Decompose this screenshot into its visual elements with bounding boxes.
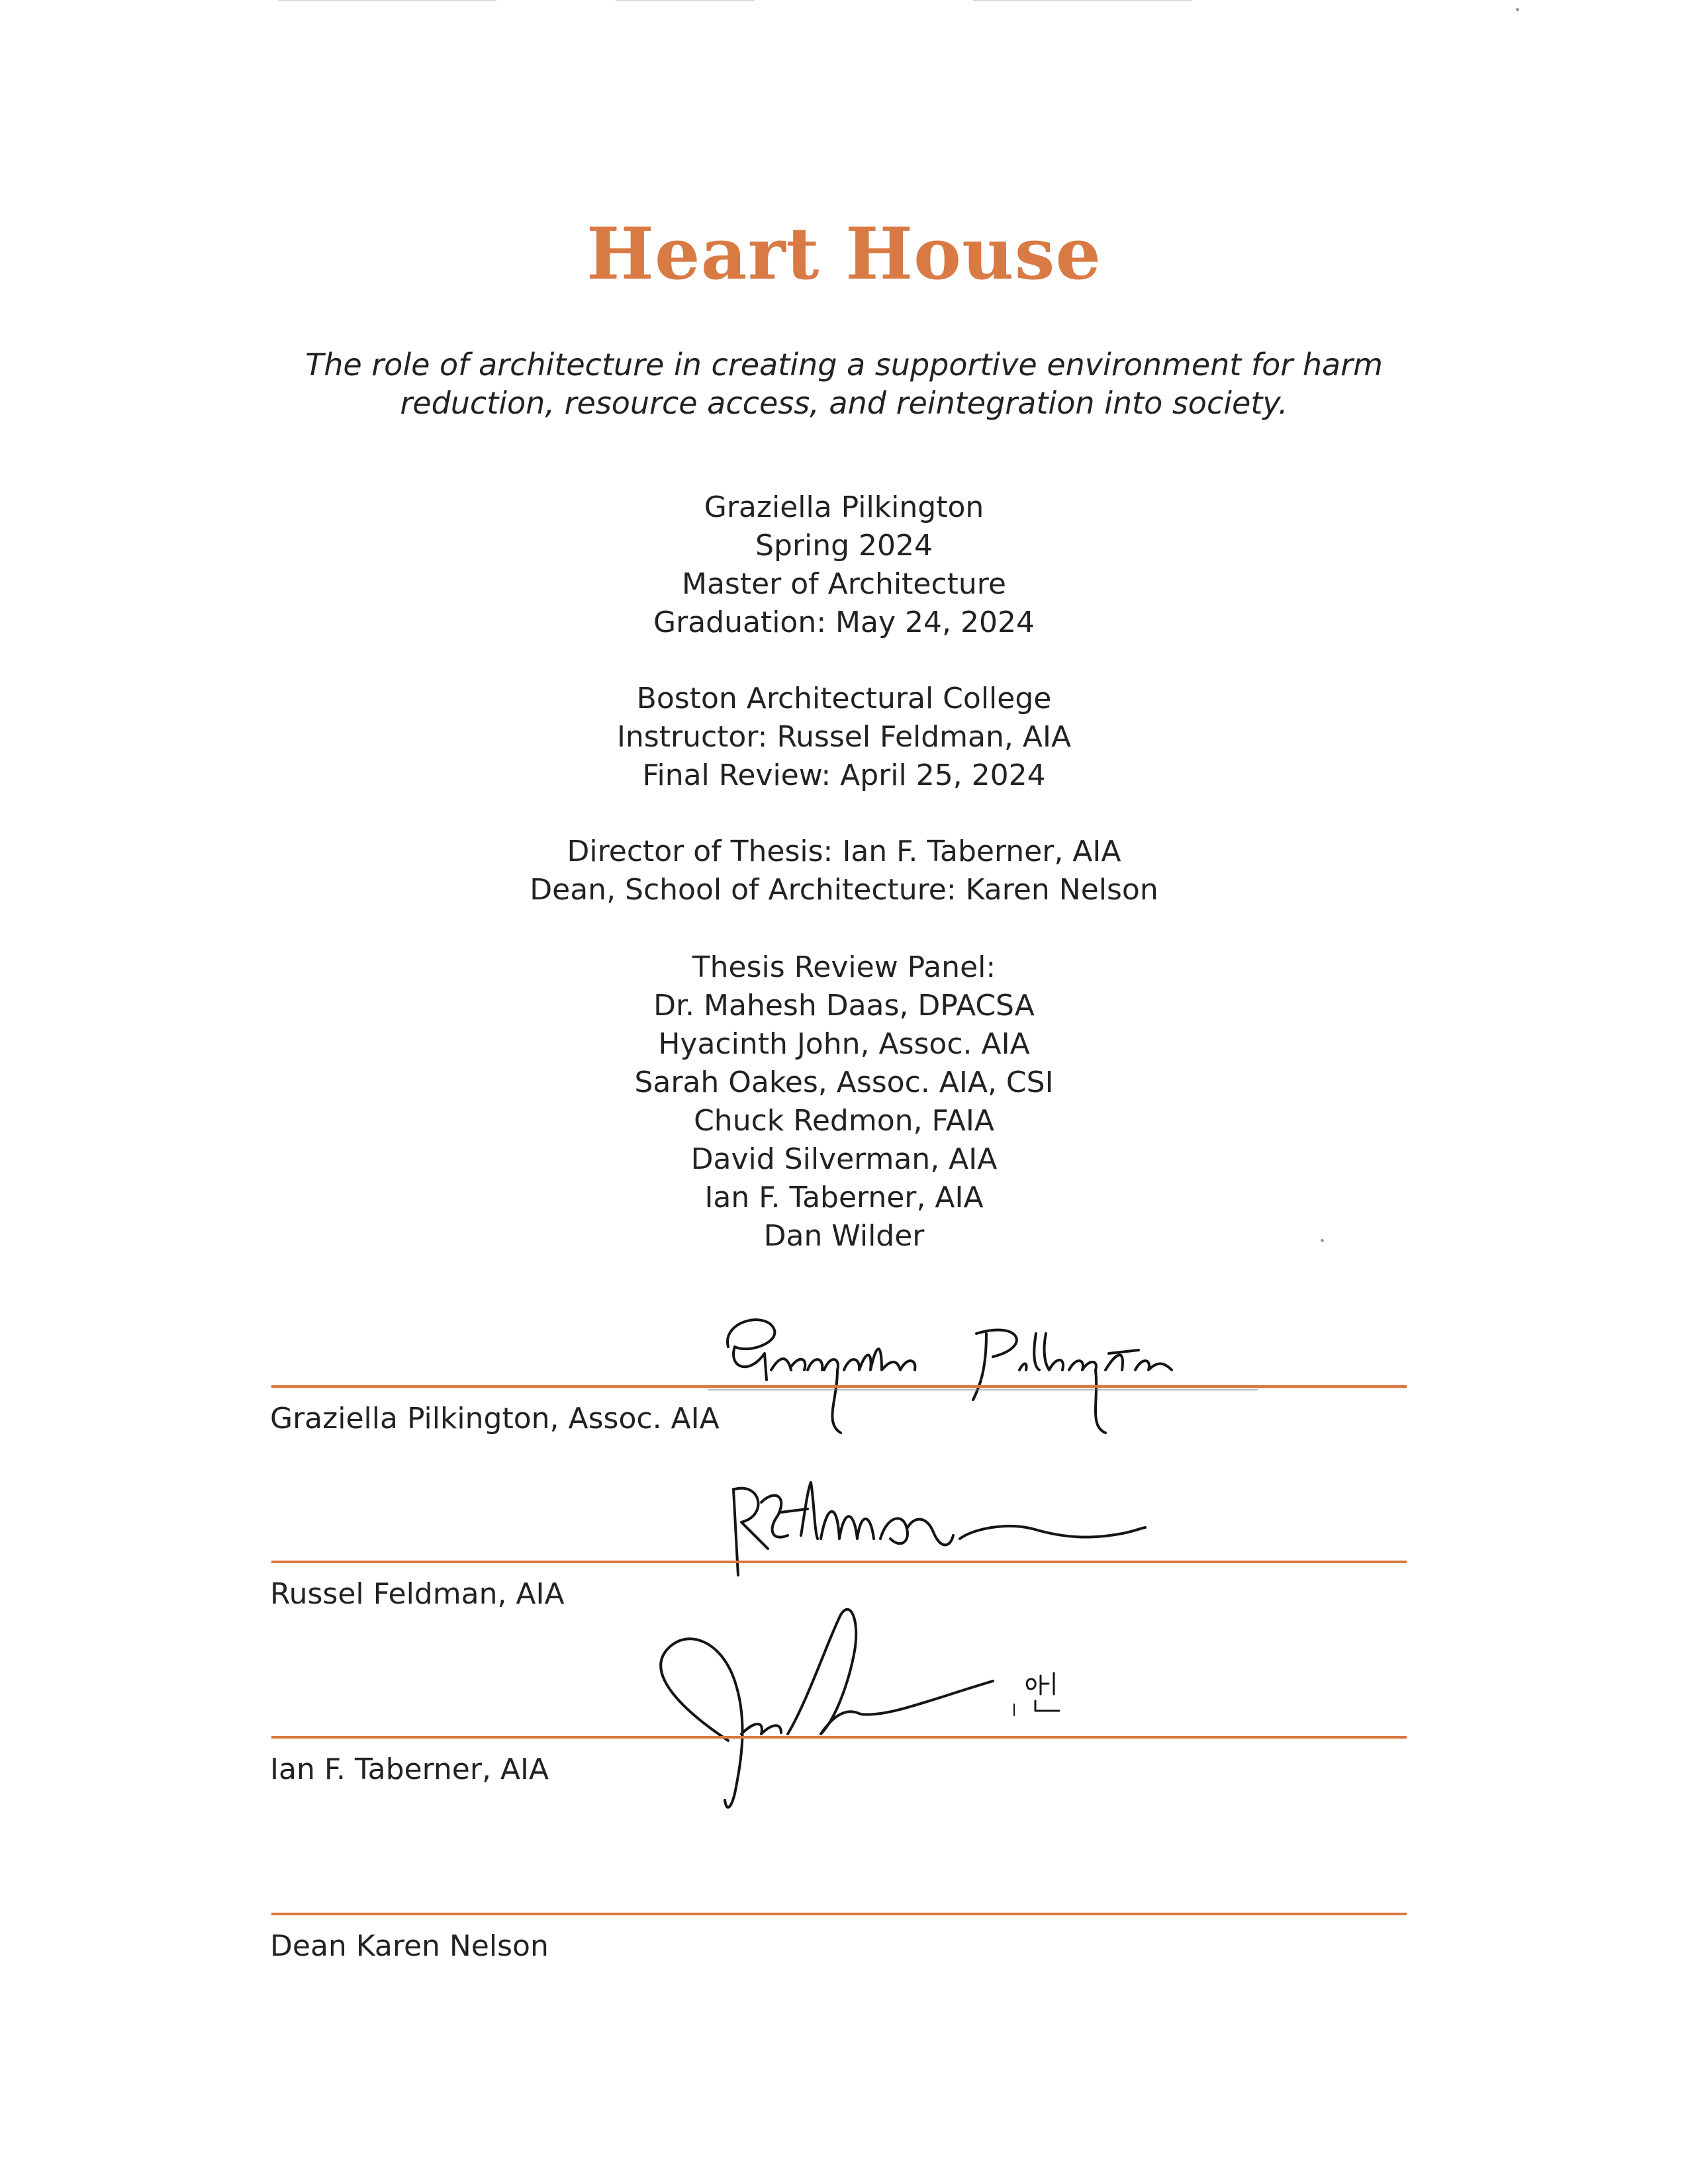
dean: Dean, School of Architecture: Karen Nelson: [530, 873, 1158, 907]
page-subtitle: The role of architecture in creating a supportive environment for harm reduction, resource access, and reintegration into society.: [305, 347, 1383, 421]
signature-label: Russel Feldman, AIA: [270, 1577, 565, 1611]
review-panel-heading: Thesis Review Panel:: [692, 950, 996, 984]
scan-speck: [1516, 8, 1519, 11]
signature-graziella-pilkington: [708, 1307, 1271, 1446]
signature-line: [271, 1561, 1407, 1563]
page-title: Heart House: [586, 212, 1102, 296]
college-info-block: [0, 680, 1688, 795]
signature-line: [271, 1736, 1407, 1739]
thesis-director: Director of Thesis: Ian F. Taberner, AIA: [567, 835, 1121, 868]
signature-ian-taberner: [649, 1602, 1112, 1813]
signature-line: [271, 1385, 1407, 1388]
panel-member: Hyacinth John, Assoc. AIA: [658, 1027, 1030, 1061]
signature-line: [271, 1913, 1407, 1915]
signature-russel-feldman: [722, 1476, 1158, 1588]
student-info-block: [0, 488, 1688, 642]
panel-member: David Silverman, AIA: [690, 1142, 998, 1176]
signature-label: Dean Karen Nelson: [270, 1929, 549, 1963]
semester: Spring 2024: [755, 529, 933, 563]
graduation-date: Graduation: May 24, 2024: [653, 606, 1035, 639]
panel-member: Sarah Oakes, Assoc. AIA, CSI: [634, 1066, 1054, 1099]
panel-member: Dr. Mahesh Daas, DPACSA: [653, 989, 1035, 1023]
instructor: Instructor: Russel Feldman, AIA: [616, 720, 1072, 754]
scan-artifact: [973, 0, 1192, 1]
degree: Master of Architecture: [681, 567, 1006, 601]
panel-member: Dan Wilder: [763, 1219, 925, 1253]
college-name: Boston Architectural College: [636, 682, 1052, 715]
panel-member: Ian F. Taberner, AIA: [704, 1181, 984, 1214]
student-name: Graziella Pilkington: [704, 490, 984, 524]
scan-artifact: [278, 0, 496, 1]
signature-label: Ian F. Taberner, AIA: [270, 1752, 549, 1786]
panel-member: Chuck Redmon, FAIA: [694, 1104, 994, 1138]
scan-artifact: [616, 0, 755, 1]
director-block: [0, 833, 1688, 909]
final-review-date: Final Review: April 25, 2024: [642, 758, 1046, 792]
signature-label: Graziella Pilkington, Assoc. AIA: [270, 1402, 720, 1435]
review-panel-block: [0, 948, 1688, 1255]
